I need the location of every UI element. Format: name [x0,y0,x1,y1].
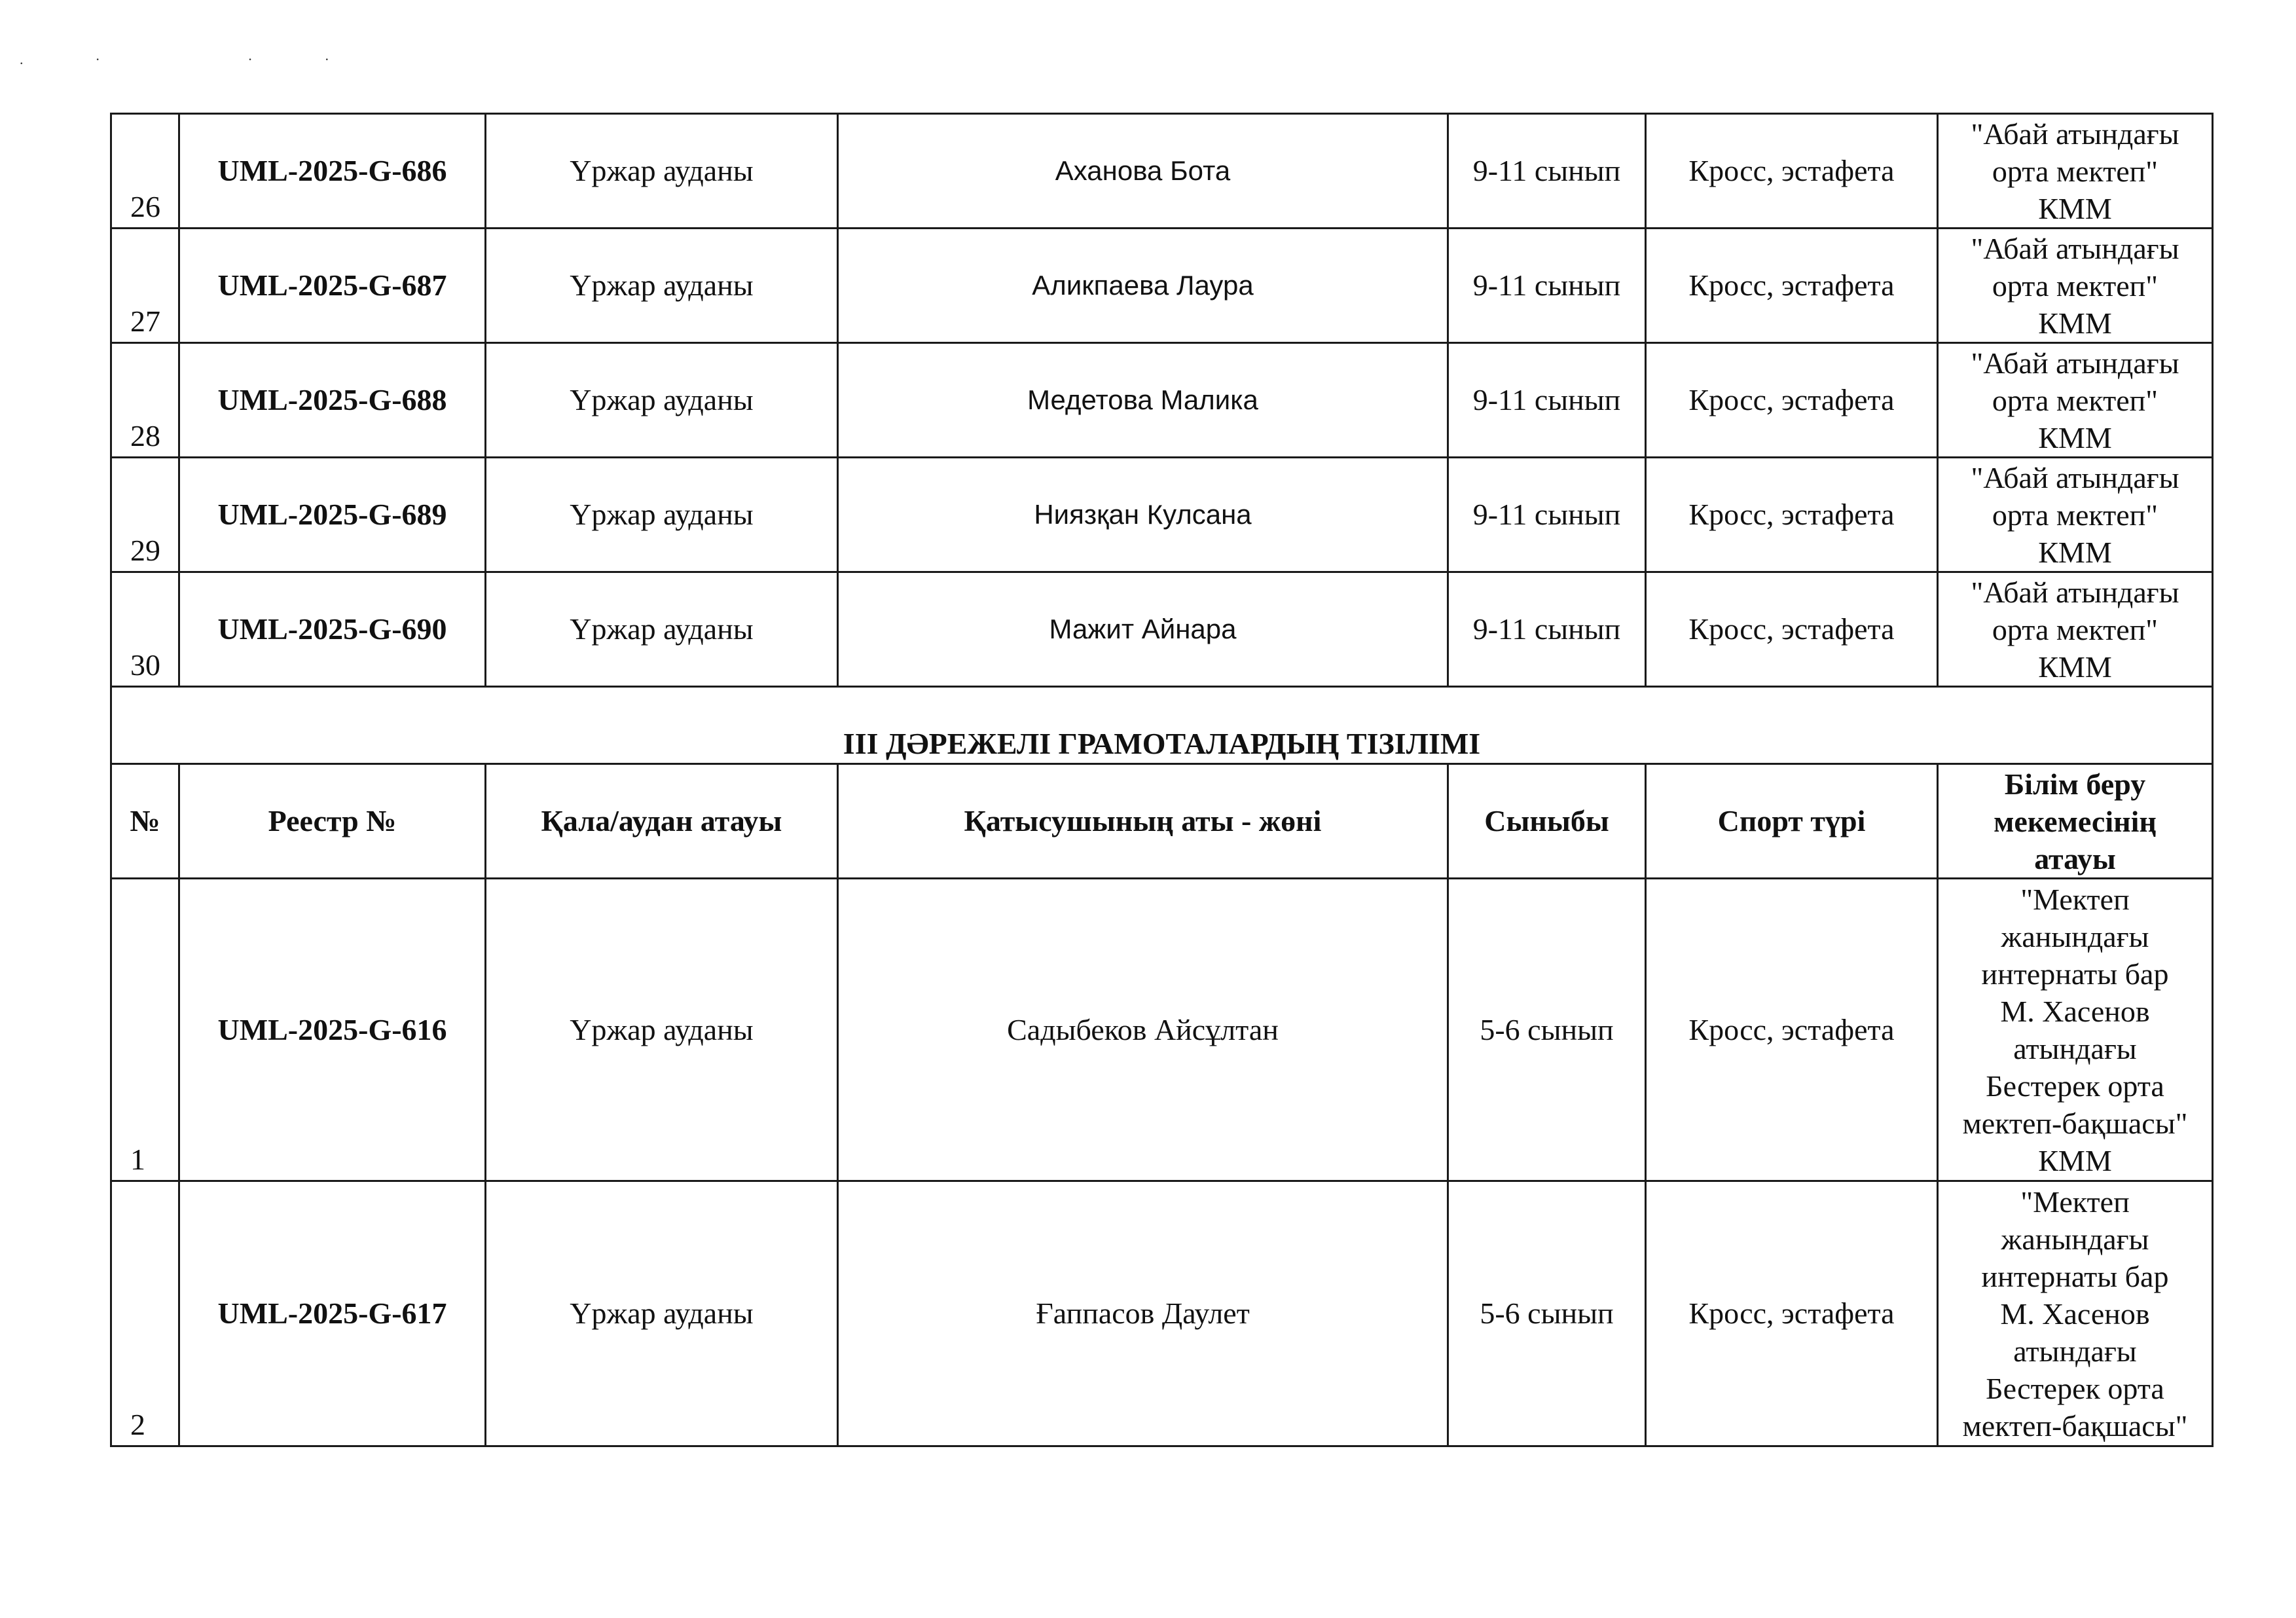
district-cell: Үржар ауданы [486,1181,838,1446]
institution-line: мектеп-бақшасы" [1962,1106,2188,1140]
participant-name-cell: Мажит Айнара [838,572,1448,687]
grade-cell: 5-6 сынып [1448,879,1646,1181]
institution-line: КММ [2038,191,2112,225]
registry-number-cell: UML-2025-G-688 [179,343,486,458]
table-header-row [111,764,2213,879]
institution-line: интернаты бар [1981,957,2169,991]
registry-number-cell: UML-2025-G-617 [179,1181,486,1446]
participant-name-cell: Аханова Бота [838,114,1448,229]
header-registry: Реестр № [179,764,486,879]
header-grade: Сыныбы [1448,764,1646,879]
district-cell: Үржар ауданы [486,114,838,229]
institution-line: КММ [2038,420,2112,454]
institution-cell [1938,1181,2213,1446]
institution-line: "Абай атындағы [1971,346,2179,380]
header-sport: Спорт түрі [1646,764,1938,879]
institution-line: жанындағы [2001,1222,2149,1256]
table-body-top [111,114,2213,1446]
institution-line: "Мектеп [2020,1185,2130,1219]
institution-line: КММ [2038,1143,2112,1177]
scan-marks: .· ·· [20,51,401,67]
grade-cell: 9-11 сынып [1448,114,1646,229]
table-row [111,572,2213,687]
institution-cell [1938,343,2213,458]
table-row [111,114,2213,229]
row-number-cell: 29 [111,458,179,572]
sport-cell: Кросс, эстафета [1646,229,1938,343]
sport-cell: Кросс, эстафета [1646,879,1938,1181]
district-cell: Үржар ауданы [486,458,838,572]
grade-cell: 5-6 сынып [1448,1181,1646,1446]
institution-cell [1938,879,2213,1181]
registry-number-cell: UML-2025-G-690 [179,572,486,687]
table-row [111,343,2213,458]
institution-line: орта мектеп" [1992,154,2159,188]
institution-cell [1938,229,2213,343]
institution-line: орта мектеп" [1992,268,2159,303]
district-cell: Үржар ауданы [486,229,838,343]
row-number-cell: 2 [111,1181,179,1446]
institution-cell [1938,114,2213,229]
row-number-cell: 28 [111,343,179,458]
institution-line: КММ [2038,650,2112,684]
certificate-registry-table [110,113,2214,1447]
header-institution-line: Білім беру [2004,767,2146,801]
institution-line: мектеп-бақшасы" [1962,1408,2188,1443]
institution-line: атындағы [2013,1334,2137,1368]
institution-line: интернаты бар [1981,1259,2169,1293]
district-cell: Үржар ауданы [486,879,838,1181]
participant-name-cell: Ниязқан Кулсана [838,458,1448,572]
sport-cell: Кросс, эстафета [1646,1181,1938,1446]
institution-line: "Абай атындағы [1971,231,2179,265]
institution-line: орта мектеп" [1992,383,2159,417]
header-institution [1938,764,2213,879]
institution-line: КММ [2038,535,2112,569]
institution-line: Бестерек орта [1986,1371,2164,1405]
participant-name-cell: Аликпаева Лаура [838,229,1448,343]
institution-line: Бестерек орта [1986,1069,2164,1103]
institution-line: орта мектеп" [1992,612,2159,646]
participant-name-cell: Медетова Малика [838,343,1448,458]
row-number-cell: 27 [111,229,179,343]
row-number-cell: 1 [111,879,179,1181]
institution-line: жанындағы [2001,919,2149,953]
sport-cell: Кросс, эстафета [1646,343,1938,458]
row-number-cell: 30 [111,572,179,687]
sport-cell: Кросс, эстафета [1646,458,1938,572]
grade-cell: 9-11 сынып [1448,229,1646,343]
section-title-row [111,687,2213,764]
institution-line: "Абай атындағы [1971,117,2179,151]
institution-cell [1938,458,2213,572]
institution-line: орта мектеп" [1992,498,2159,532]
institution-line: атындағы [2013,1031,2137,1065]
grade-cell: 9-11 сынып [1448,343,1646,458]
header-number: № [111,764,179,879]
table-row [111,229,2213,343]
registry-number-cell: UML-2025-G-689 [179,458,486,572]
registry-number-cell: UML-2025-G-686 [179,114,486,229]
header-institution-line: атауы [2034,841,2116,875]
row-number-cell: 26 [111,114,179,229]
table-row [111,458,2213,572]
sport-cell: Кросс, эстафета [1646,114,1938,229]
header-district: Қала/аудан атауы [486,764,838,879]
institution-line: "Мектеп [2020,882,2130,916]
grade-cell: 9-11 сынып [1448,458,1646,572]
institution-line: КММ [2038,306,2112,340]
institution-line: "Абай атындағы [1971,575,2179,609]
table-row [111,1181,2213,1446]
institution-cell [1938,572,2213,687]
section-title: III ДӘРЕЖЕЛІ ГРАМОТАЛАРДЫҢ ТІЗІЛІМІ [111,687,2213,764]
district-cell: Үржар ауданы [486,343,838,458]
grade-cell: 9-11 сынып [1448,572,1646,687]
header-participant: Қатысушының аты - жөні [838,764,1448,879]
institution-line: "Абай атындағы [1971,460,2179,494]
participant-name-cell: Ғаппасов Даулет [838,1181,1448,1446]
institution-line: М. Хасенов [2000,1296,2150,1331]
header-institution-line: мекемесінің [1994,804,2157,838]
district-cell: Үржар ауданы [486,572,838,687]
sport-cell: Кросс, эстафета [1646,572,1938,687]
registry-number-cell: UML-2025-G-616 [179,879,486,1181]
registry-number-cell: UML-2025-G-687 [179,229,486,343]
table-row [111,879,2213,1181]
institution-line: М. Хасенов [2000,994,2150,1028]
participant-name-cell: Садыбеков Айсұлтан [838,879,1448,1181]
